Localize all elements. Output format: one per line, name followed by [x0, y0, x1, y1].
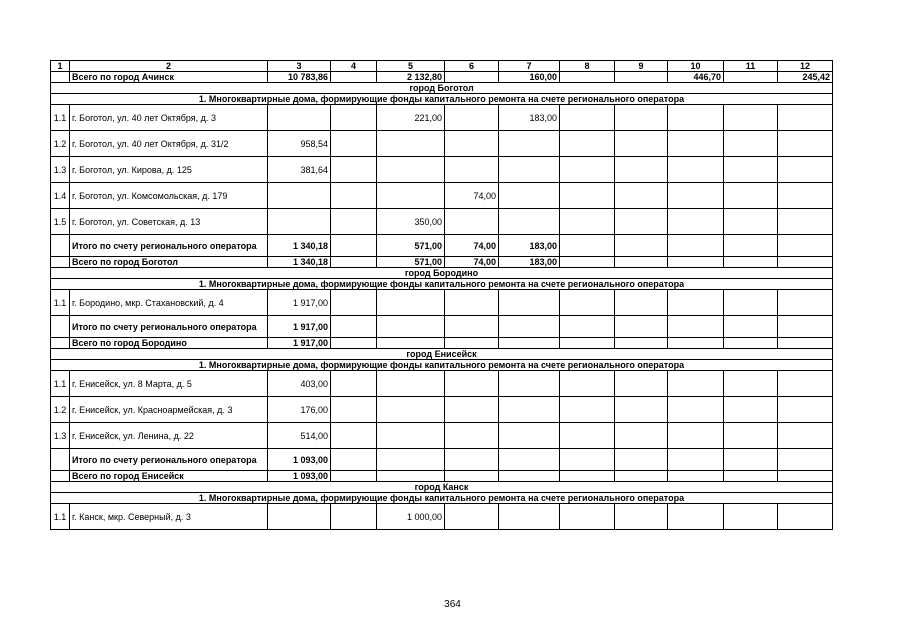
value-cell: 1 917,00	[268, 316, 331, 338]
value-cell	[377, 449, 445, 471]
section-heading: 1. Многоквартирные дома, формирующие фонды капитального ремонта на счете регионального оператора	[51, 360, 833, 371]
value-cell	[778, 423, 833, 449]
value-cell	[268, 183, 331, 209]
value-cell	[724, 157, 778, 183]
item-row	[51, 290, 833, 316]
address-cell: г. Боготол, ул. 40 лет Октября, д. 3	[70, 105, 268, 131]
total-label: Всего по город Боготол	[70, 257, 268, 268]
subtotal-row	[51, 449, 833, 471]
value-cell	[668, 504, 724, 530]
total-label: Всего по город Енисейск	[70, 471, 268, 482]
value-cell	[615, 423, 668, 449]
total-label: Всего по город Ачинск	[70, 72, 268, 83]
value-cell: 245,42	[778, 72, 833, 83]
value-cell	[668, 105, 724, 131]
address-cell: г. Енисейск, ул. 8 Марта, д. 5	[70, 371, 268, 397]
value-cell	[445, 131, 499, 157]
row-number: 1.1	[51, 290, 70, 316]
value-cell	[778, 209, 833, 235]
value-cell	[615, 183, 668, 209]
city-heading: город Енисейск	[51, 349, 833, 360]
item-row	[51, 209, 833, 235]
value-cell	[499, 449, 560, 471]
table-body	[51, 61, 833, 530]
value-cell: 381,64	[268, 157, 331, 183]
value-cell	[445, 157, 499, 183]
value-cell	[331, 290, 377, 316]
header-row	[51, 61, 833, 72]
value-cell: 403,00	[268, 371, 331, 397]
city-row	[51, 268, 833, 279]
total-row	[51, 72, 833, 83]
column-number-header: 12	[778, 61, 833, 72]
value-cell: 2 132,80	[377, 72, 445, 83]
value-cell: 221,00	[377, 105, 445, 131]
value-cell	[331, 338, 377, 349]
value-cell	[331, 504, 377, 530]
row-number: 1.5	[51, 209, 70, 235]
value-cell	[331, 235, 377, 257]
value-cell: 183,00	[499, 257, 560, 268]
value-cell	[560, 371, 615, 397]
city-heading: город Боготол	[51, 83, 833, 94]
value-cell	[668, 290, 724, 316]
value-cell	[668, 235, 724, 257]
column-number-header: 10	[668, 61, 724, 72]
value-cell: 74,00	[445, 257, 499, 268]
item-row	[51, 157, 833, 183]
value-cell	[560, 235, 615, 257]
value-cell	[560, 397, 615, 423]
column-number-header: 9	[615, 61, 668, 72]
value-cell: 1 917,00	[268, 338, 331, 349]
city-row	[51, 83, 833, 94]
value-cell	[560, 504, 615, 530]
value-cell: 10 783,86	[268, 72, 331, 83]
value-cell	[377, 423, 445, 449]
value-cell	[331, 131, 377, 157]
row-number	[51, 316, 70, 338]
value-cell	[724, 183, 778, 209]
address-cell: г. Боготол, ул. Кирова, д. 125	[70, 157, 268, 183]
value-cell	[724, 235, 778, 257]
value-cell	[615, 338, 668, 349]
value-cell	[499, 397, 560, 423]
value-cell	[499, 423, 560, 449]
value-cell	[724, 290, 778, 316]
value-cell	[499, 290, 560, 316]
value-cell	[445, 338, 499, 349]
value-cell	[499, 471, 560, 482]
item-row	[51, 105, 833, 131]
value-cell	[445, 371, 499, 397]
value-cell	[445, 72, 499, 83]
value-cell: 514,00	[268, 423, 331, 449]
value-cell	[668, 338, 724, 349]
item-row	[51, 423, 833, 449]
value-cell: 958,54	[268, 131, 331, 157]
column-number-header: 8	[560, 61, 615, 72]
value-cell: 1 340,18	[268, 257, 331, 268]
value-cell	[560, 157, 615, 183]
section-row	[51, 493, 833, 504]
section-row	[51, 360, 833, 371]
value-cell	[778, 290, 833, 316]
address-cell: г. Боготол, ул. Комсомольская, д. 179	[70, 183, 268, 209]
value-cell	[377, 371, 445, 397]
value-cell	[331, 471, 377, 482]
data-table	[50, 60, 833, 530]
value-cell	[778, 131, 833, 157]
value-cell	[615, 209, 668, 235]
value-cell	[724, 105, 778, 131]
section-heading: 1. Многоквартирные дома, формирующие фонды капитального ремонта на счете регионального оператора	[51, 94, 833, 105]
total-row	[51, 338, 833, 349]
value-cell	[331, 209, 377, 235]
row-number	[51, 471, 70, 482]
value-cell	[560, 290, 615, 316]
value-cell	[778, 235, 833, 257]
row-number	[51, 257, 70, 268]
value-cell: 183,00	[499, 235, 560, 257]
row-number: 1.1	[51, 504, 70, 530]
column-number-header: 6	[445, 61, 499, 72]
value-cell	[615, 290, 668, 316]
value-cell: 1 093,00	[268, 449, 331, 471]
subtotal-row	[51, 235, 833, 257]
value-cell: 1 917,00	[268, 290, 331, 316]
value-cell	[778, 449, 833, 471]
column-number-header: 11	[724, 61, 778, 72]
value-cell	[560, 183, 615, 209]
value-cell	[778, 316, 833, 338]
value-cell	[668, 183, 724, 209]
value-cell	[499, 131, 560, 157]
address-cell: г. Боготол, ул. Советская, д. 13	[70, 209, 268, 235]
city-heading: город Канск	[51, 482, 833, 493]
page-number: 364	[444, 599, 461, 610]
value-cell	[499, 338, 560, 349]
total-label: Итого по счету регионального оператора	[70, 449, 268, 471]
value-cell: 571,00	[377, 235, 445, 257]
value-cell	[778, 471, 833, 482]
row-number: 1.1	[51, 105, 70, 131]
row-number	[51, 338, 70, 349]
value-cell	[615, 157, 668, 183]
value-cell: 183,00	[499, 105, 560, 131]
value-cell	[724, 72, 778, 83]
value-cell	[268, 105, 331, 131]
row-number: 1.3	[51, 423, 70, 449]
value-cell	[560, 131, 615, 157]
address-cell: г. Бородино, мкр. Стахановский, д. 4	[70, 290, 268, 316]
value-cell	[268, 504, 331, 530]
row-number: 1.2	[51, 397, 70, 423]
value-cell	[560, 257, 615, 268]
value-cell	[331, 423, 377, 449]
value-cell	[445, 504, 499, 530]
value-cell	[331, 449, 377, 471]
value-cell	[331, 257, 377, 268]
value-cell	[724, 504, 778, 530]
value-cell	[724, 371, 778, 397]
value-cell	[724, 471, 778, 482]
value-cell	[778, 257, 833, 268]
column-number-header: 3	[268, 61, 331, 72]
row-number	[51, 72, 70, 83]
column-number-header: 1	[51, 61, 70, 72]
value-cell	[615, 397, 668, 423]
value-cell	[778, 183, 833, 209]
value-cell: 1 093,00	[268, 471, 331, 482]
total-label: Итого по счету регионального оператора	[70, 235, 268, 257]
value-cell	[668, 449, 724, 471]
value-cell	[377, 290, 445, 316]
value-cell	[560, 338, 615, 349]
value-cell: 74,00	[445, 183, 499, 209]
value-cell	[377, 316, 445, 338]
value-cell	[615, 449, 668, 471]
column-number-header: 2	[70, 61, 268, 72]
value-cell	[724, 397, 778, 423]
value-cell	[724, 338, 778, 349]
city-row	[51, 482, 833, 493]
item-row	[51, 131, 833, 157]
value-cell	[445, 209, 499, 235]
value-cell	[560, 449, 615, 471]
value-cell	[445, 105, 499, 131]
value-cell	[331, 157, 377, 183]
value-cell	[615, 257, 668, 268]
row-number	[51, 235, 70, 257]
item-row	[51, 183, 833, 209]
value-cell	[445, 290, 499, 316]
value-cell	[499, 504, 560, 530]
value-cell	[724, 209, 778, 235]
value-cell	[668, 471, 724, 482]
value-cell	[331, 72, 377, 83]
value-cell	[377, 183, 445, 209]
value-cell	[499, 371, 560, 397]
value-cell	[778, 105, 833, 131]
value-cell	[331, 371, 377, 397]
value-cell: 1 000,00	[377, 504, 445, 530]
value-cell	[560, 316, 615, 338]
value-cell	[778, 338, 833, 349]
value-cell: 350,00	[377, 209, 445, 235]
city-heading: город Бородино	[51, 268, 833, 279]
value-cell	[615, 371, 668, 397]
item-row	[51, 397, 833, 423]
value-cell	[560, 209, 615, 235]
value-cell	[724, 449, 778, 471]
item-row	[51, 504, 833, 530]
value-cell: 571,00	[377, 257, 445, 268]
address-cell: г. Канск, мкр. Северный, д. 3	[70, 504, 268, 530]
value-cell	[778, 157, 833, 183]
value-cell	[668, 397, 724, 423]
total-row	[51, 471, 833, 482]
section-row	[51, 94, 833, 105]
value-cell	[668, 316, 724, 338]
value-cell	[445, 423, 499, 449]
section-heading: 1. Многоквартирные дома, формирующие фонды капитального ремонта на счете регионального оператора	[51, 493, 833, 504]
item-row	[51, 371, 833, 397]
value-cell	[377, 338, 445, 349]
total-label: Всего по город Бородино	[70, 338, 268, 349]
value-cell	[724, 316, 778, 338]
value-cell	[499, 183, 560, 209]
value-cell	[615, 105, 668, 131]
value-cell: 74,00	[445, 235, 499, 257]
value-cell: 446,70	[668, 72, 724, 83]
city-row	[51, 349, 833, 360]
value-cell: 160,00	[499, 72, 560, 83]
section-row	[51, 279, 833, 290]
value-cell: 1 340,18	[268, 235, 331, 257]
value-cell	[668, 257, 724, 268]
total-label: Итого по счету регионального оператора	[70, 316, 268, 338]
value-cell	[331, 105, 377, 131]
value-cell	[499, 157, 560, 183]
total-row	[51, 257, 833, 268]
value-cell	[377, 157, 445, 183]
value-cell	[615, 131, 668, 157]
value-cell	[331, 316, 377, 338]
value-cell	[499, 209, 560, 235]
row-number: 1.2	[51, 131, 70, 157]
value-cell: 176,00	[268, 397, 331, 423]
value-cell	[668, 157, 724, 183]
column-number-header: 7	[499, 61, 560, 72]
row-number: 1.3	[51, 157, 70, 183]
value-cell	[724, 423, 778, 449]
value-cell	[377, 131, 445, 157]
value-cell	[560, 72, 615, 83]
value-cell	[668, 131, 724, 157]
address-cell: г. Енисейск, ул. Ленина, д. 22	[70, 423, 268, 449]
value-cell	[560, 423, 615, 449]
value-cell	[560, 105, 615, 131]
value-cell	[668, 209, 724, 235]
value-cell	[560, 471, 615, 482]
value-cell	[268, 209, 331, 235]
value-cell	[331, 397, 377, 423]
value-cell	[615, 72, 668, 83]
column-number-header: 5	[377, 61, 445, 72]
value-cell	[615, 235, 668, 257]
value-cell	[778, 371, 833, 397]
value-cell	[615, 316, 668, 338]
value-cell	[668, 423, 724, 449]
row-number	[51, 449, 70, 471]
value-cell	[377, 397, 445, 423]
address-cell: г. Боготол, ул. 40 лет Октября, д. 31/2	[70, 131, 268, 157]
value-cell	[377, 471, 445, 482]
value-cell	[778, 397, 833, 423]
value-cell	[615, 471, 668, 482]
row-number: 1.1	[51, 371, 70, 397]
value-cell	[445, 397, 499, 423]
address-cell: г. Енисейск, ул. Красноармейская, д. 3	[70, 397, 268, 423]
value-cell	[778, 504, 833, 530]
value-cell	[724, 131, 778, 157]
value-cell	[331, 183, 377, 209]
row-number: 1.4	[51, 183, 70, 209]
value-cell	[615, 504, 668, 530]
subtotal-row	[51, 316, 833, 338]
value-cell	[499, 316, 560, 338]
value-cell	[445, 449, 499, 471]
value-cell	[724, 257, 778, 268]
value-cell	[668, 371, 724, 397]
column-number-header: 4	[331, 61, 377, 72]
value-cell	[445, 471, 499, 482]
section-heading: 1. Многоквартирные дома, формирующие фонды капитального ремонта на счете регионального оператора	[51, 279, 833, 290]
value-cell	[445, 316, 499, 338]
